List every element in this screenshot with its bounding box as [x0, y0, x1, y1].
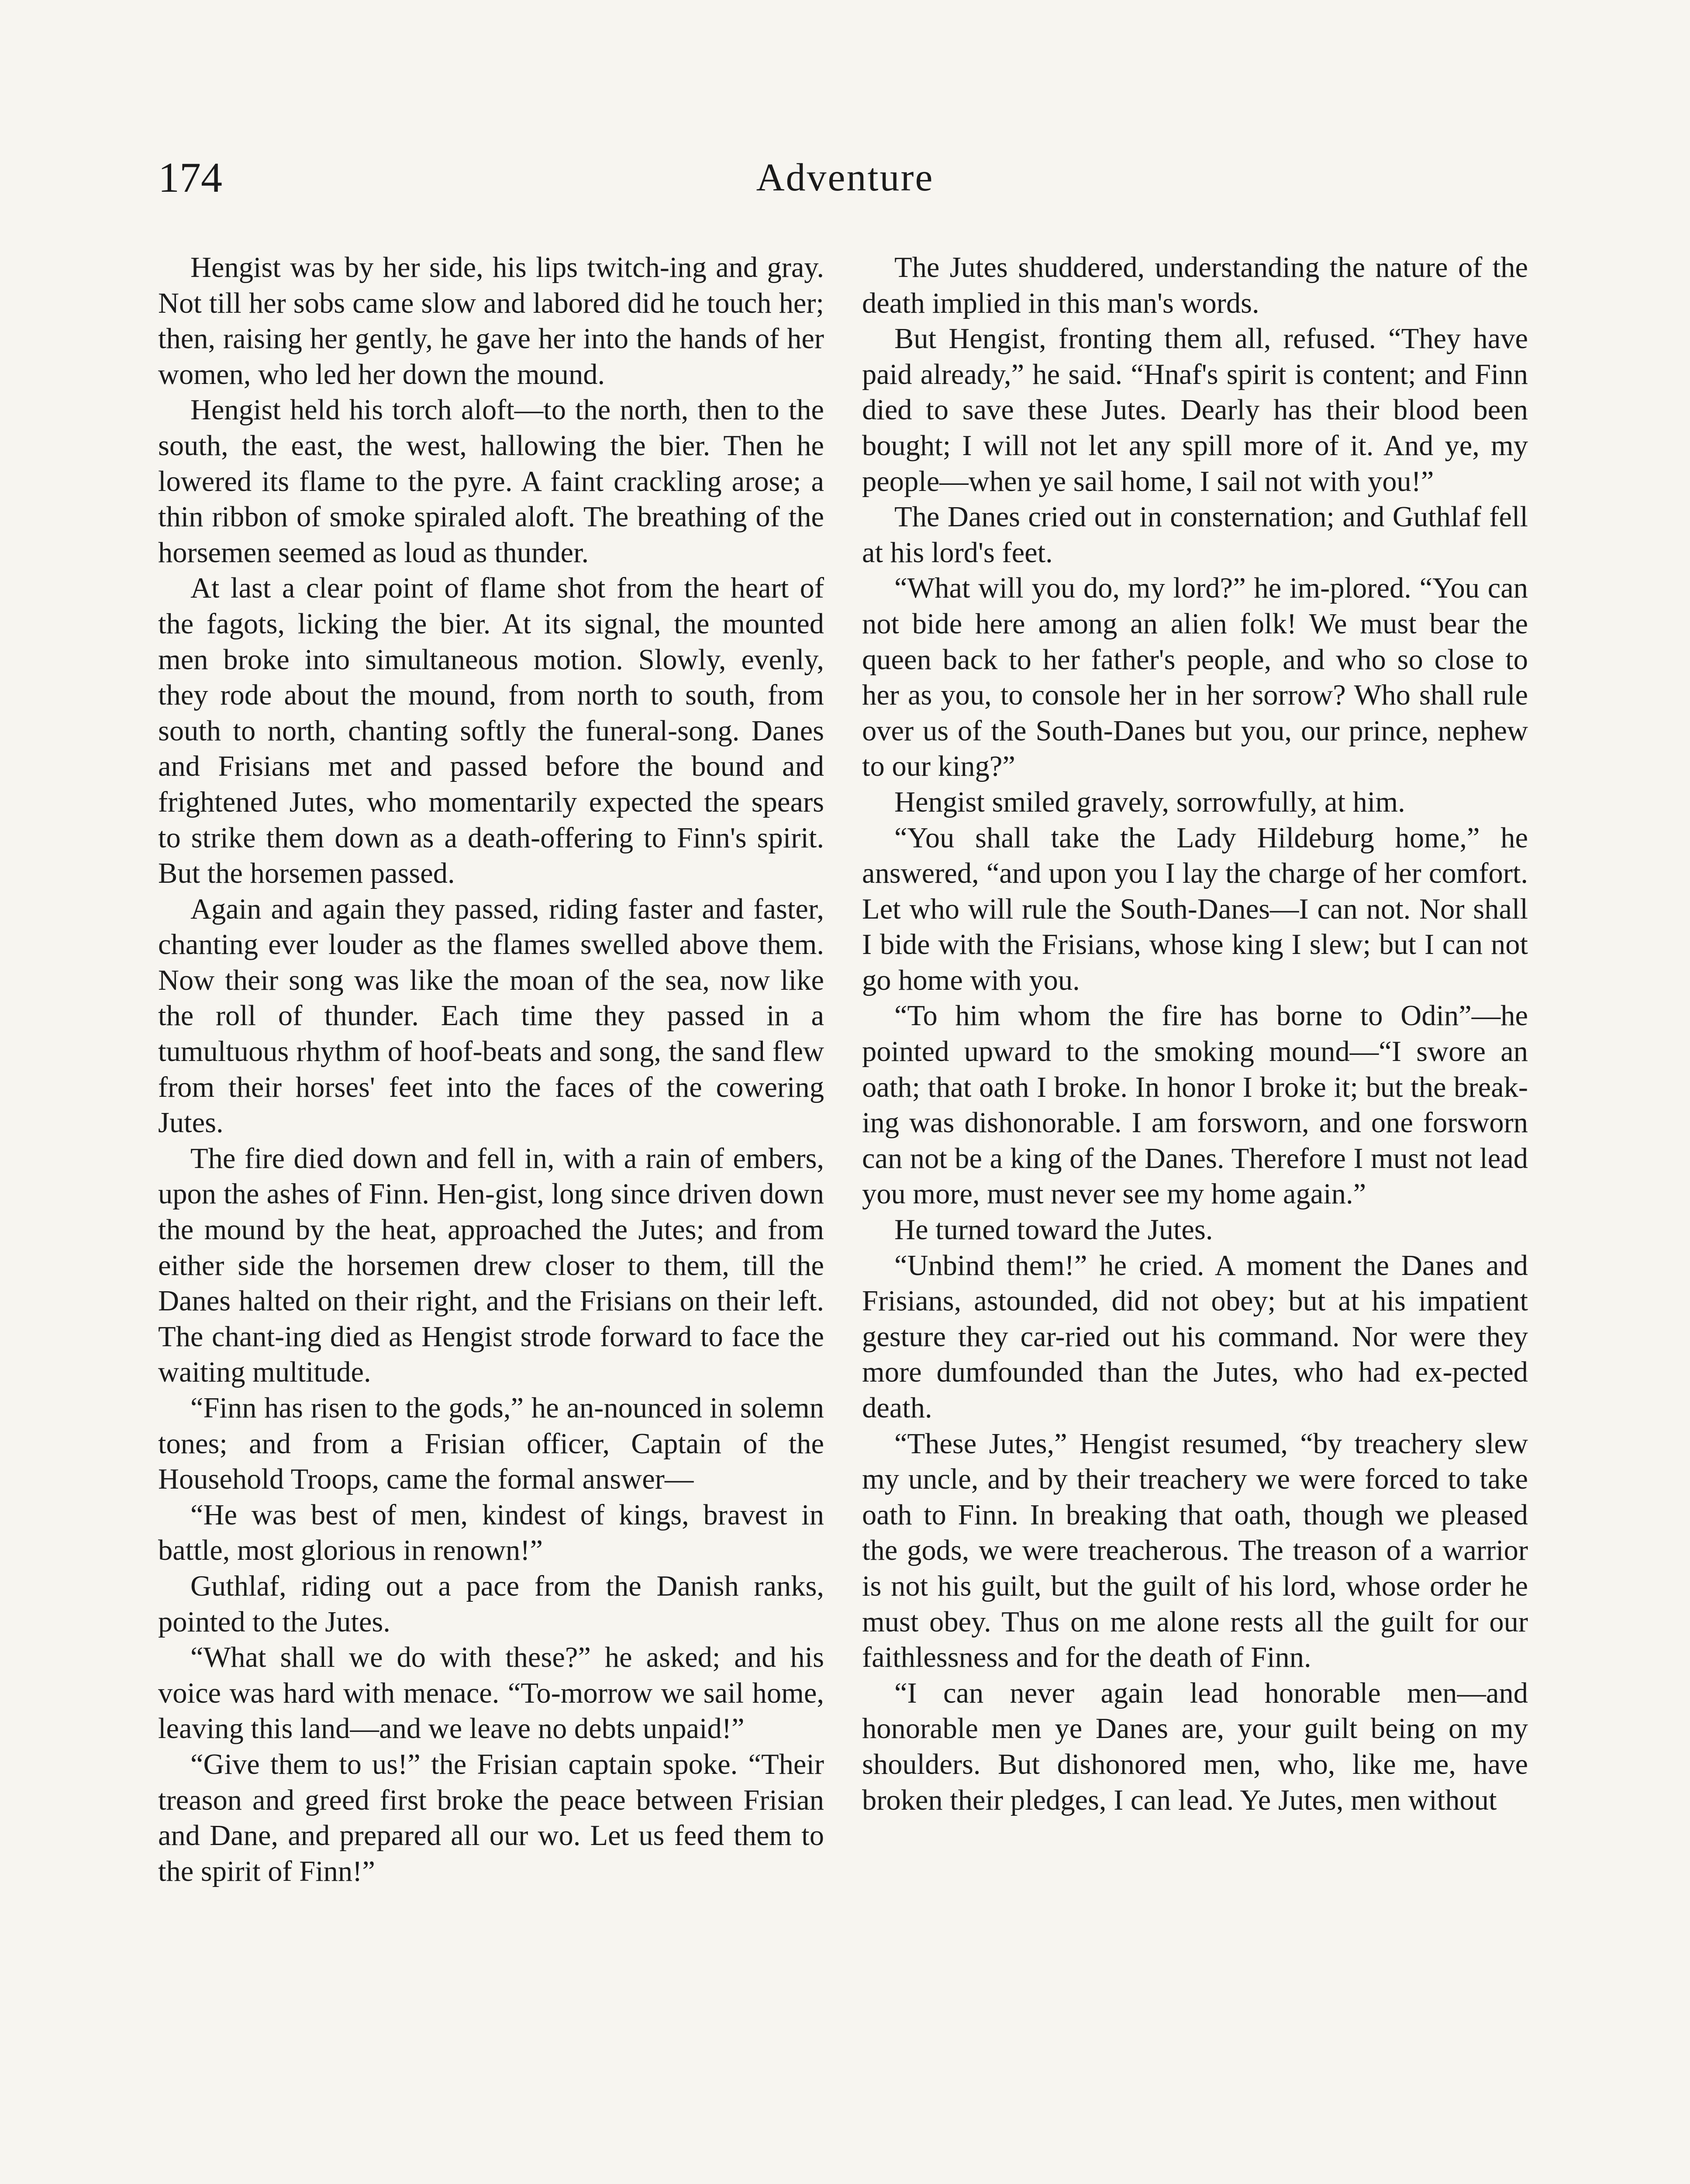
- running-head-title: Adventure: [756, 156, 934, 199]
- paragraph: Again and again they passed, riding faster and faster, chanting ever louder as the flames swelled above them. Now their song was like the moan of the sea, now like the roll of thunder. Each time they passed in a tumultuous rhythm of hoof-beats and song, the sand flew from their horses' feet into the faces of the cowering Jutes.: [158, 893, 824, 1139]
- paragraph: “To him whom the fire has borne to Odin”—he pointed upward to the smoking mound—“I swore an oath; that oath I broke. In honor I broke it; but the break-ing was dishonorable. I am forsworn, and one forsworn can not be a king of the Danes. Therefore I must not lead you more, must never see my home again.”: [862, 1000, 1528, 1210]
- paragraph: “He was best of men, kindest of kings, bravest in battle, most glorious in renown!”: [158, 1499, 824, 1567]
- paragraph: Hengist held his torch aloft—to the north, then to the south, the east, the west, hallowing the bier. Then he lowered its flame to the pyre. A faint crackling arose; a thin ribbon of smoke spiraled aloft. The breathing of the horsemen seemed as loud as thunder.: [158, 394, 824, 569]
- paragraph: “These Jutes,” Hengist resumed, “by treachery slew my uncle, and by their treachery we were forced to take oath to Finn. In breaking that oath, though we pleased the gods, we were treacherous. The treason of a warrior is not his guilt, but the guilt of his lord, whose order he must obey. Thus on me alone rests all the guilt for our faithlessness and for the death of Finn.: [862, 1427, 1528, 1674]
- paragraph: Hengist smiled gravely, sorrowfully, at him.: [894, 786, 1405, 818]
- paragraph: At last a clear point of flame shot from the heart of the fagots, licking the bier. At its signal, the mounted men broke into simultaneous motion. Slowly, evenly, they rode about the mound, from north to south, from south to north, chanting softly the funeral-song. Danes and Frisians met and passed before the bound and frightened Jutes, who momentarily expected the spears to strike them down as a death-offering to Finn's spirit. But the horsemen passed.: [158, 572, 824, 890]
- paragraph: “Unbind them!” he cried. A moment the Danes and Frisians, astounded, did not obey; but at his impatient gesture they car-ried out his command. Nor were they more dumfounded than the Jutes, who had ex-pected death.: [862, 1249, 1528, 1424]
- paragraph: “Give them to us!” the Frisian captain spoke. “Their treason and greed first broke the peace between Frisian and Dane, and prepared all our wo. Let us feed them to the spirit of Finn!”: [158, 1748, 824, 1887]
- paragraph: Guthlaf, riding out a pace from the Danish ranks, pointed to the Jutes.: [158, 1570, 824, 1638]
- paragraph: “What shall we do with these?” he asked; and his voice was hard with menace. “To-morrow we sail home, leaving this land—and we leave no debts unpaid!”: [158, 1641, 824, 1745]
- paragraph: He turned toward the Jutes.: [894, 1214, 1213, 1246]
- paragraph: The fire died down and fell in, with a rain of embers, upon the ashes of Finn. Hen-gist, long since driven down the mound by the heat, approached the Jutes; and from either side the horsemen drew closer to them, till the Danes halted on their right, and the Frisians on their left. The chant-ing died as Hengist strode forward to face the waiting multitude.: [158, 1142, 824, 1389]
- paragraph: But Hengist, fronting them all, refused. “They have paid already,” he said. “Hnaf's spirit is content; and Finn died to save these Jutes. Dearly has their blood been bought; I will not let any spill more of it. And ye, my people—when ye sail home, I sail not with you!”: [862, 323, 1528, 498]
- paragraph: Hengist was by her side, his lips twitch-ing and gray. Not till her sobs came slow and labored did he touch her; then, raising her gently, he gave her into the hands of her women, who led her down the mound.: [158, 252, 824, 390]
- paragraph: The Jutes shuddered, understanding the nature of the death implied in this man's words.: [862, 252, 1528, 319]
- right-text-column: [862, 250, 1528, 1818]
- page-number: 174: [158, 154, 222, 201]
- paragraph: “Finn has risen to the gods,” he an-nounced in solemn tones; and from a Frisian officer, Captain of the Household Troops, came the formal answer—: [158, 1392, 824, 1496]
- paragraph: The Danes cried out in consternation; and Guthlaf fell at his lord's feet.: [862, 501, 1528, 569]
- paragraph: “You shall take the Lady Hildeburg home,” he answered, “and upon you I lay the charge of her comfort. Let who will rule the South-Danes—I can not. Nor shall I bide with the Frisians, whose king I slew; but I can not go home with you.: [862, 822, 1528, 996]
- left-text-column: [158, 250, 824, 1889]
- paragraph: “I can never again lead honorable men—and honorable men ye Danes are, your guilt being on my shoulders. But dishonored men, who, like me, have broken their pledges, I can lead. Ye Jutes, men without: [862, 1677, 1528, 1816]
- paragraph: “What will you do, my lord?” he im-plored. “You can not bide here among an alien folk! We must bear the queen back to her father's people, and who so close to her as you, to console her in her sorrow? Who shall rule over us of the South-Danes but you, our prince, nephew to our king?”: [862, 572, 1528, 783]
